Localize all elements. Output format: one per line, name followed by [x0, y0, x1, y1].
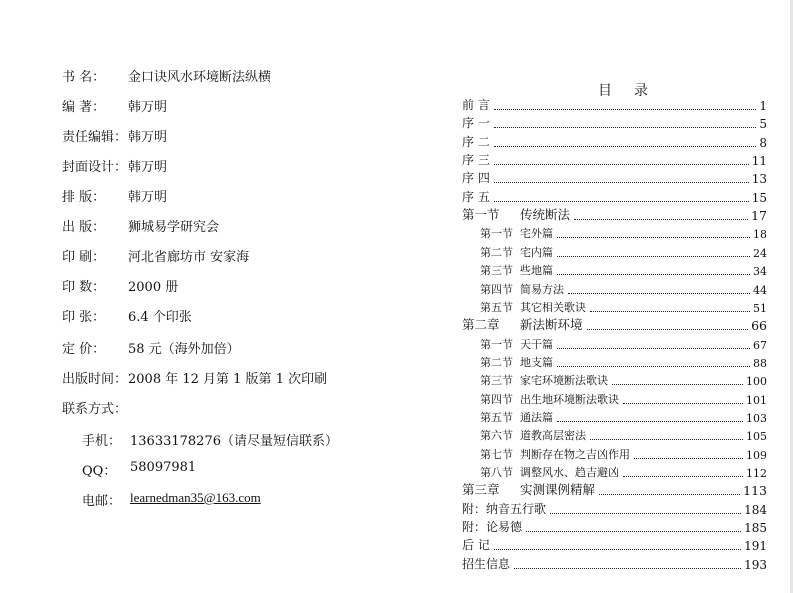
toc-entry-label	[480, 262, 555, 278]
toc-entry	[462, 116, 767, 131]
colophon-row	[62, 216, 220, 235]
colophon-row	[62, 126, 168, 145]
toc-page-number: 44	[753, 284, 767, 297]
toc-entry	[480, 337, 767, 352]
colophon-row	[62, 96, 168, 115]
toc-page-number: 15	[751, 191, 767, 205]
toc-entry-title: 调整风水、趋吉避凶	[520, 466, 619, 479]
colophon-label: 编 著：	[62, 100, 106, 115]
toc-entry-title: 地支篇	[520, 356, 553, 369]
toc-leader-dots	[590, 311, 750, 312]
colophon-row	[62, 368, 328, 387]
toc-entry-label	[462, 555, 512, 572]
toc-entry-label	[462, 114, 492, 131]
toc-entry	[462, 557, 767, 572]
colophon-value: 韩万明	[128, 130, 168, 145]
toc-entry	[480, 465, 767, 480]
toc-leader-dots	[557, 237, 750, 238]
toc-entry-number: 第三节	[480, 264, 513, 277]
toc-entry	[462, 153, 767, 168]
toc-page-number: 112	[746, 467, 767, 480]
toc-entry-label	[480, 446, 632, 462]
toc-entry-label	[480, 391, 621, 407]
colophon-label: 出版时间：	[62, 372, 128, 387]
colophon-row	[62, 306, 192, 325]
toc-entry-title: 宅外篇	[520, 227, 553, 240]
contact-label: QQ：	[82, 464, 117, 479]
toc-page-number: 100	[746, 375, 767, 388]
toc-entry-title: 实测课例精解	[520, 482, 596, 497]
toc-entry-title: 传统断法	[520, 207, 571, 222]
toc-entry-title: 判断存在物之吉凶作用	[520, 448, 630, 461]
toc-entry	[480, 282, 767, 297]
toc-entry-title: 天干篇	[520, 338, 553, 351]
toc-leader-dots	[612, 384, 743, 385]
contact-label: 手机：	[82, 434, 122, 449]
toc-entry-number: 第二节	[480, 356, 513, 369]
contact-row	[82, 460, 197, 479]
toc-entry-title: 家宅环境断法歌诀	[520, 374, 608, 387]
toc-page-number: 67	[753, 339, 767, 352]
colophon-label: 印 数：	[62, 280, 106, 295]
toc-leader-dots	[574, 219, 748, 220]
toc-leader-dots	[623, 476, 743, 477]
toc-entry-number: 序 四	[462, 171, 490, 185]
toc-leader-dots	[599, 494, 740, 495]
toc-entry-number: 第四节	[480, 393, 513, 406]
toc-page-number: 8	[759, 136, 767, 150]
toc-page-number: 191	[744, 539, 767, 553]
toc-entry-title: 宅内篇	[520, 246, 553, 259]
toc-page-number: 193	[744, 558, 767, 572]
toc-entry	[462, 135, 767, 150]
toc-entry-title: 道教高层密法	[520, 429, 586, 442]
colophon-value: 2000 册	[128, 280, 179, 295]
toc-leader-dots	[557, 366, 750, 367]
contact-label: 电邮：	[82, 494, 122, 509]
toc-entry-label	[480, 354, 555, 370]
toc-entry-label	[480, 225, 555, 241]
toc-page-number: 34	[753, 265, 767, 278]
colophon-row	[62, 338, 240, 357]
toc-entry-title: 通法篇	[520, 411, 553, 424]
toc-page-number: 17	[751, 208, 767, 223]
toc-page-number: 51	[753, 302, 767, 315]
toc-entry-number: 序 五	[462, 190, 490, 204]
colophon-value: 狮城易学研究会	[128, 220, 220, 235]
toc-entry-label	[480, 336, 555, 352]
toc-entry-label	[480, 372, 610, 388]
toc-entry-label	[462, 500, 548, 517]
toc-entry-number: 第八节	[480, 466, 513, 479]
toc-entry-label	[480, 244, 555, 260]
toc-entry-number: 招生信息	[462, 557, 511, 571]
contact-email[interactable]: learnedman35@163.com	[130, 490, 261, 505]
toc-leader-dots	[557, 348, 750, 349]
toc-page-number: 18	[753, 228, 767, 241]
toc-entry-label	[462, 315, 585, 333]
toc-entry-number: 序 二	[462, 135, 490, 149]
toc-leader-dots	[494, 549, 741, 550]
toc-entry-label	[462, 169, 492, 186]
colophon-page	[0, 0, 396, 593]
contact-row	[82, 490, 261, 509]
toc-page-number: 88	[753, 357, 767, 370]
toc-entry	[480, 263, 767, 278]
toc-entry-number: 前 言	[462, 98, 490, 112]
toc-entry-label	[462, 96, 492, 113]
toc-page-number: 66	[751, 318, 767, 333]
toc-entry-title: 其它相关歌诀	[520, 301, 586, 314]
colophon-label: 印 张：	[62, 310, 106, 325]
toc-entry-number: 第五节	[480, 411, 513, 424]
toc-entry-number: 附：纳音五行歌	[462, 502, 547, 516]
toc-entry	[462, 208, 767, 223]
toc-entry	[480, 355, 767, 370]
toc-page-number: 113	[743, 483, 767, 498]
toc-leader-dots	[494, 127, 757, 128]
toc-entry-title: 出生地环境断法歌诀	[520, 393, 619, 406]
colophon-value: 韩万明	[128, 190, 168, 205]
toc-entry-number: 第三章	[462, 482, 500, 497]
toc-entry	[462, 98, 767, 113]
toc-entry-number: 第二节	[480, 246, 513, 259]
toc-entry-number: 第三节	[480, 374, 513, 387]
toc-entry-number: 后 记	[462, 538, 490, 552]
colophon-value: 58 元（海外加倍）	[128, 342, 240, 357]
colophon-value: 韩万明	[128, 160, 168, 175]
toc-leader-dots	[590, 439, 743, 440]
contact-value: 13633178276（请尽量短信联系）	[130, 434, 338, 449]
toc-entry-number: 附：论易德	[462, 520, 523, 534]
toc-page-number: 5	[759, 117, 767, 131]
toc-page-number: 185	[744, 521, 767, 535]
toc-leader-dots	[526, 531, 741, 532]
toc-leader-dots	[494, 109, 757, 110]
toc-entry-label	[462, 133, 492, 150]
toc-entry-label	[462, 205, 572, 223]
toc-entry	[480, 373, 767, 388]
toc-page-number: 24	[753, 247, 767, 260]
toc-entry-label	[462, 518, 524, 535]
colophon-label: 定 价：	[62, 342, 106, 357]
colophon-value: 韩万明	[128, 100, 168, 115]
toc-leader-dots	[494, 201, 749, 202]
toc-leader-dots	[623, 403, 743, 404]
colophon-row	[62, 276, 179, 295]
toc-entry-label	[480, 427, 588, 443]
toc-page-number: 11	[751, 154, 767, 168]
colophon-row	[62, 246, 250, 265]
toc-leader-dots	[557, 256, 750, 257]
colophon-label: 出 版：	[62, 220, 106, 235]
toc-leader-dots	[634, 458, 743, 459]
toc-entry-label	[462, 151, 492, 168]
toc-entry	[462, 171, 767, 186]
colophon-label: 印 刷：	[62, 250, 106, 265]
toc-leader-dots	[568, 293, 750, 294]
toc-page-number: 13	[751, 172, 767, 186]
toc-entry	[480, 392, 767, 407]
toc-page-number: 1	[759, 99, 767, 113]
contact-heading: 联系方式：	[62, 402, 128, 417]
toc-leader-dots	[587, 329, 749, 330]
toc-entry	[480, 447, 767, 462]
toc-page-number: 103	[746, 412, 767, 425]
toc-leader-dots	[494, 146, 757, 147]
colophon-row	[62, 186, 168, 205]
toc-entry-label	[480, 409, 555, 425]
toc-entry	[480, 226, 767, 241]
toc-page-number: 105	[746, 430, 767, 443]
toc-entry-title: 简易方法	[520, 283, 564, 296]
toc-entry-number: 第七节	[480, 448, 513, 461]
toc-entry-number: 第一节	[480, 338, 513, 351]
toc-title: 目录	[598, 83, 670, 99]
toc-leader-dots	[557, 274, 750, 275]
colophon-value: 金口诀风水环境断法纵横	[128, 70, 272, 85]
toc-entry-number: 第二章	[462, 317, 500, 332]
toc-leader-dots	[494, 182, 749, 183]
toc-entry	[462, 538, 767, 553]
toc-entry	[462, 190, 767, 205]
toc-entry-number: 序 三	[462, 153, 490, 167]
toc-entry-label	[480, 281, 566, 297]
colophon-value: 6.4 个印张	[128, 310, 192, 325]
toc-entry-label	[462, 480, 597, 498]
toc-leader-dots	[557, 421, 743, 422]
toc-leader-dots	[514, 568, 741, 569]
toc-entry	[462, 520, 767, 535]
toc-entry-number: 第六节	[480, 429, 513, 442]
toc-entry-title: 些地篇	[520, 264, 553, 277]
toc-entry-number: 序 一	[462, 116, 490, 130]
toc-entry-label	[462, 188, 492, 205]
contact-value: 58097981	[130, 460, 197, 475]
colophon-label: 书 名：	[62, 70, 106, 85]
toc-entry	[462, 318, 767, 333]
toc-entry-label	[480, 464, 621, 480]
toc-entry-number: 第四节	[480, 283, 513, 296]
contact-row	[82, 430, 338, 449]
toc-leader-dots	[494, 164, 749, 165]
colophon-value: 河北省廊坊市 安家海	[128, 250, 250, 265]
toc-entry	[480, 410, 767, 425]
colophon-value: 2008 年 12 月第 1 版第 1 次印刷	[128, 372, 328, 387]
toc-entry-number: 第一节	[462, 207, 500, 222]
toc-entry-label	[480, 299, 588, 315]
toc-entry-label	[462, 536, 492, 553]
toc-entry	[462, 502, 767, 517]
colophon-row	[62, 156, 168, 175]
colophon-label: 排 版：	[62, 190, 106, 205]
colophon-label: 责任编辑：	[62, 130, 128, 145]
toc-page-number: 101	[746, 394, 767, 407]
colophon-label: 封面设计：	[62, 160, 128, 175]
toc-entry	[480, 245, 767, 260]
toc-entry-number: 第一节	[480, 227, 513, 240]
toc-leader-dots	[550, 513, 741, 514]
toc-page-number: 109	[746, 449, 767, 462]
toc-entry-title: 新法断环境	[520, 317, 583, 332]
toc-entry	[480, 428, 767, 443]
toc-entry	[462, 483, 767, 498]
toc-entry-number: 第五节	[480, 301, 513, 314]
toc-page-number: 184	[744, 503, 767, 517]
toc-entry	[480, 300, 767, 315]
colophon-row	[62, 66, 272, 85]
